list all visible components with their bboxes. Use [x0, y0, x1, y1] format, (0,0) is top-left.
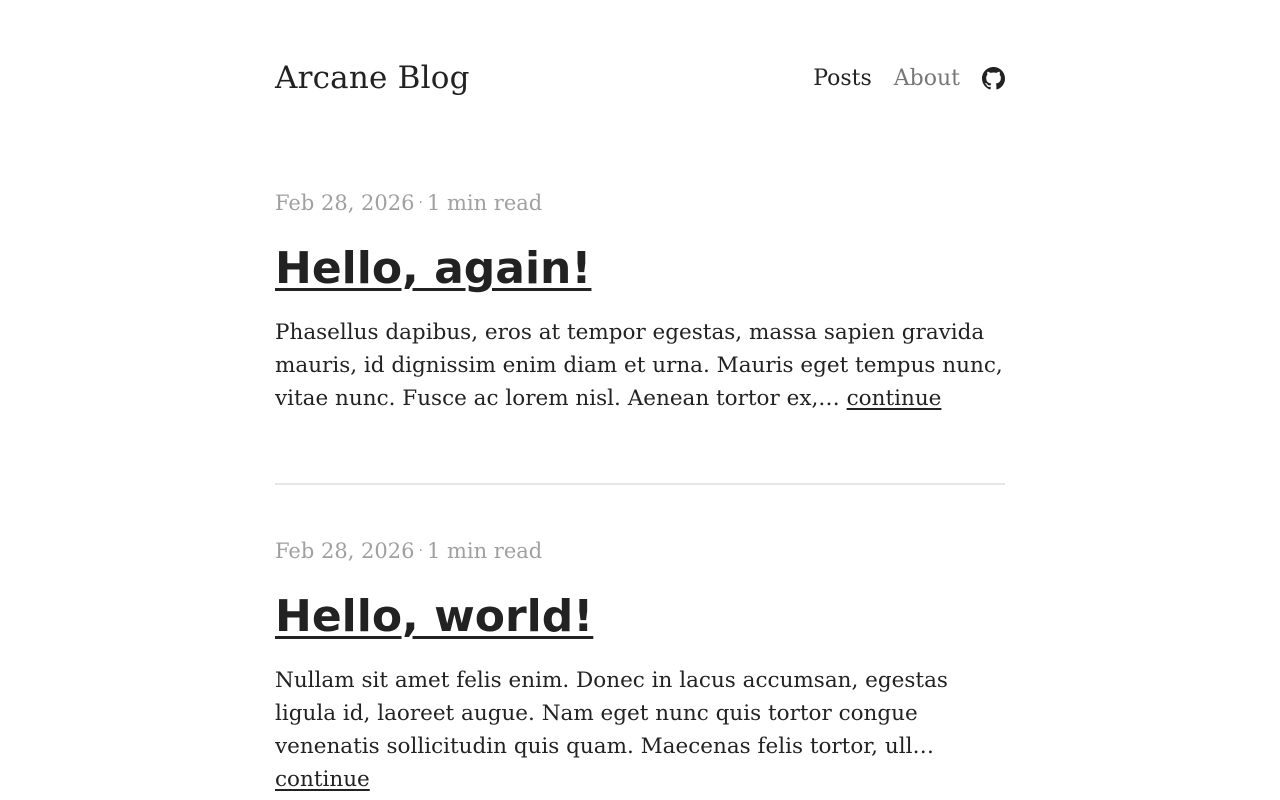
continue-link[interactable]: continue	[275, 767, 370, 792]
continue-link[interactable]: continue	[846, 386, 942, 411]
nav-item-posts[interactable]: Posts	[813, 65, 872, 91]
post-date: Feb 28, 2026	[275, 539, 415, 563]
meta-separator: ·	[418, 195, 423, 211]
post-title	[275, 590, 1005, 644]
post-excerpt	[275, 316, 1005, 415]
post-meta	[275, 185, 1005, 224]
post-excerpt-text: Nullam sit amet felis enim. Donec in lacus accumsan, egestas ligula id, laoreet augue. Nam eget nunc quis tortor congue venenatis sollicitudin quis quam. Maecenas felis tortor, ull…	[275, 668, 948, 759]
site-title-link[interactable]: Arcane Blog	[275, 60, 470, 96]
post-title-link[interactable]: Hello, again!	[275, 243, 592, 294]
post-excerpt-text: Phasellus dapibus, eros at tempor egestas, massa sapien gravida mauris, id dignissim enim diam et urna. Mauris eget tempus nunc, vitae nunc. Fusce ac lorem nisl. Aenean tortor ex,…	[275, 320, 1003, 411]
github-icon	[982, 67, 1005, 90]
site-header	[275, 0, 1005, 155]
post-meta	[275, 533, 1005, 572]
github-link[interactable]	[982, 67, 1005, 90]
nav-item-about[interactable]: About	[893, 65, 960, 91]
post-title	[275, 242, 1005, 296]
post-read-time: 1 min read	[426, 539, 543, 563]
post-item	[275, 155, 1005, 415]
post-excerpt	[275, 664, 1005, 796]
post-read-time: 1 min read	[426, 191, 543, 215]
site-nav	[813, 66, 1005, 91]
post-date: Feb 28, 2026	[275, 191, 415, 215]
post-title-link[interactable]: Hello, world!	[275, 591, 594, 642]
post-divider	[275, 483, 1005, 485]
page-container	[275, 0, 1005, 796]
meta-separator: ·	[418, 543, 423, 559]
post-item	[275, 533, 1005, 796]
